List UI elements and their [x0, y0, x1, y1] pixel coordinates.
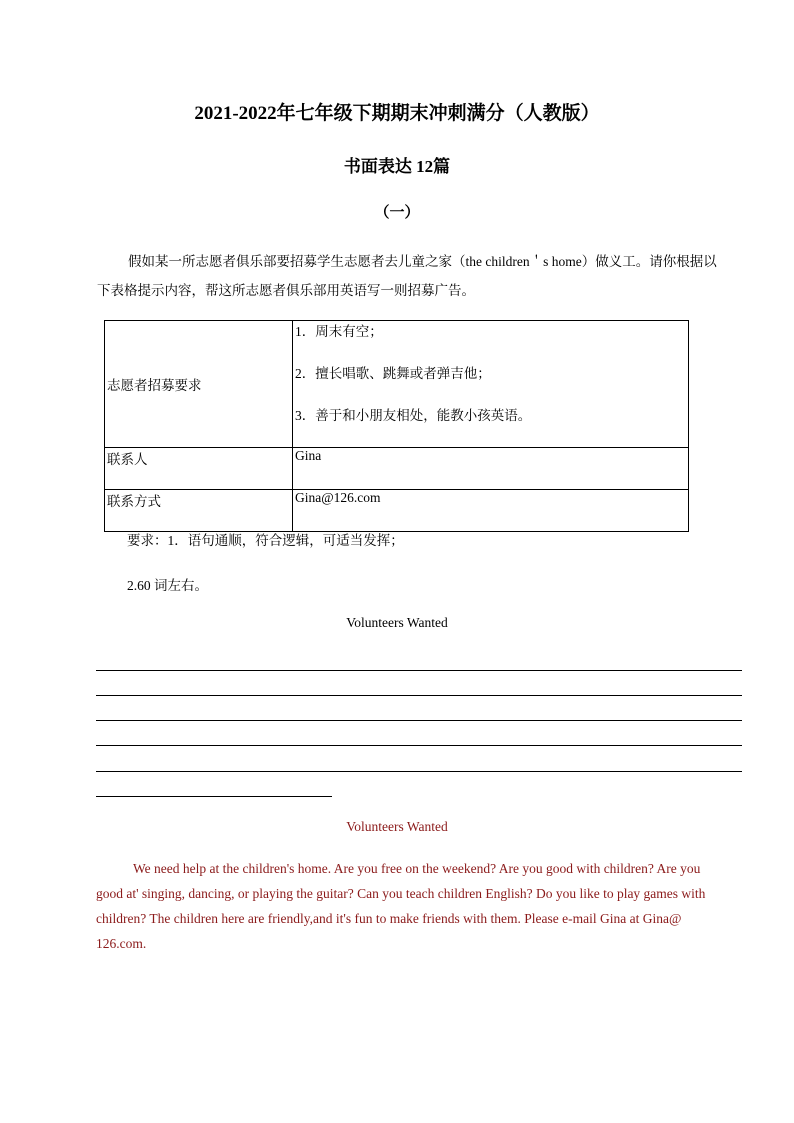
contact-name: Gina	[293, 448, 689, 490]
list-item: 3．善于和小朋友相处，能教小孩英语。	[295, 408, 532, 423]
requirements-table	[104, 320, 689, 532]
requirement-2: 2.60 词左右。	[127, 578, 208, 593]
table-row-label: 联系方式	[105, 490, 293, 532]
writing-line	[96, 720, 742, 721]
contact-email: Gina@126.com	[293, 490, 689, 532]
list-item: 2．擅长唱歌、跳舞或者弹吉他；	[295, 366, 491, 381]
requirements-list-cell	[293, 321, 689, 448]
answer-paragraph: We need help at the children's home. Are you free on the weekend? Are you good with children? Are you good at' singing, dancing, or playing the guitar? Can you teach children English? Do you like to play games with children? The children here are friendly,and it's fun to make friends with them. Please e-mail Gina at Gina@ 126.com.	[96, 861, 706, 951]
writing-line	[96, 745, 742, 746]
answer-heading: Volunteers Wanted	[346, 819, 448, 834]
document-title: 2021-2022年七年级下期期末冲刺满分（人教版）	[194, 103, 600, 124]
writing-line	[96, 796, 332, 797]
section-number: （一）	[374, 205, 420, 221]
writing-line	[96, 670, 742, 671]
writing-heading: Volunteers Wanted	[346, 615, 448, 630]
table-row-label: 志愿者招募要求	[105, 321, 293, 448]
requirement-1: 要求：1．语句通顺，符合逻辑，可适当发挥；	[127, 533, 404, 548]
list-item: 1．周末有空；	[295, 324, 383, 339]
table-row-label: 联系人	[105, 448, 293, 490]
writing-line	[96, 771, 742, 772]
prompt-paragraph: 假如某一所志愿者俱乐部要招募学生志愿者去儿童之家（the children＇s home）做义工。请你根据以下表格提示内容，帮这所志愿者俱乐部用英语写一则招募广告。	[97, 254, 717, 298]
writing-line	[96, 695, 742, 696]
document-subtitle: 书面表达 12篇	[343, 157, 451, 176]
